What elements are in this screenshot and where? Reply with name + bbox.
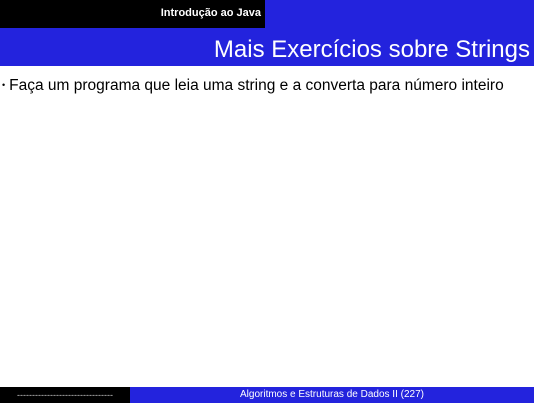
title-bar <box>0 28 534 66</box>
footer-left: -------------------------------- <box>0 387 130 403</box>
course-title: Introdução ao Java <box>160 7 261 19</box>
course-title-bar <box>0 0 265 28</box>
slide-content <box>2 76 530 97</box>
bullet-text: Faça um programa que leia uma string e a converta para número inteiro <box>9 77 504 94</box>
bullet-item <box>2 76 530 97</box>
top-bar <box>0 0 534 28</box>
slide-title: Mais Exercícios sobre Strings <box>213 36 530 63</box>
bullet-dot-icon: • <box>2 80 6 90</box>
footer-course-name: Algoritmos e Estruturas de Dados II (227) <box>130 387 534 403</box>
footer <box>0 387 534 403</box>
